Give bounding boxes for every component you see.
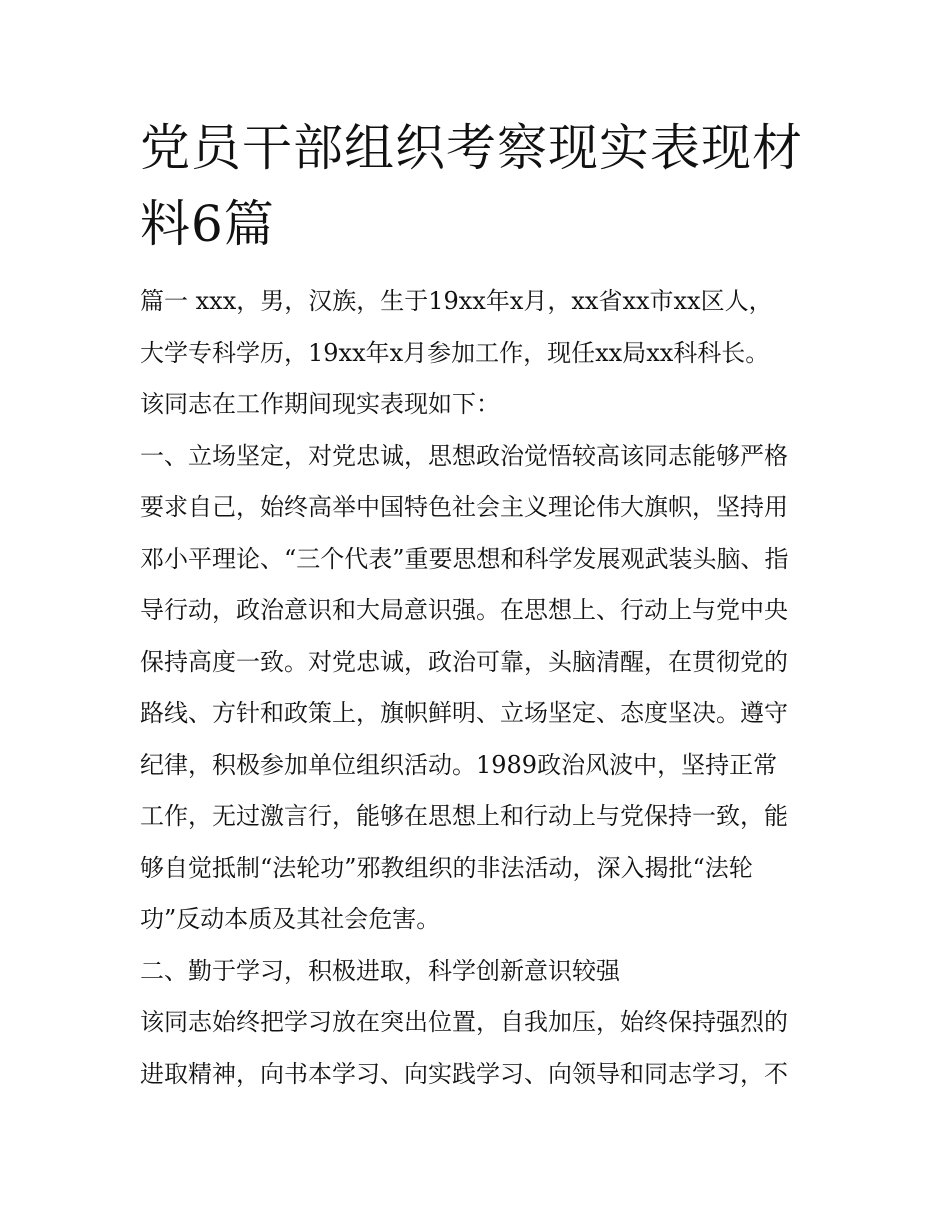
- body-line: 够自觉抵制“法轮功”邪教组织的非法活动，深入揭批“法轮: [140, 853, 753, 882]
- body-line: 篇一 xxx，男，汉族，生于19xx年x月，xx省xx市xx区人，: [140, 287, 773, 315]
- body-line: 导行动，政治意识和大局意识强。在思想上、行动上与党中央: [140, 596, 788, 624]
- body-line: 路线、方针和政策上，旗帜鲜明、立场坚定、态度坚决。遵守: [140, 699, 788, 727]
- body-line: 纪律，积极参加单位组织活动。1989政治风波中，坚持正常: [140, 750, 778, 779]
- body-line: 进取精神，向书本学习、向实践学习、向领导和同志学习，不: [140, 1059, 788, 1088]
- body-line: 该同志在工作期间现实表现如下：: [140, 390, 500, 418]
- body-line: 大学专科学历，19xx年x月参加工作，现任xx局xx科科长。: [140, 338, 770, 367]
- body-line: 该同志始终把学习放在突出位置，自我加压，始终保持强烈的: [140, 1008, 788, 1036]
- document-body: [140, 276, 820, 1100]
- section-heading-2: 二、勤于学习，积极进取，科学创新意识较强: [140, 956, 620, 985]
- body-line: 保持高度一致。对党忠诚，政治可靠，头脑清醒，在贯彻党的: [140, 647, 788, 676]
- body-line: 工作，无过激言行，能够在思想上和行动上与党保持一致，能: [140, 802, 788, 830]
- body-line: 要求自己，始终高举中国特色社会主义理论伟大旗帜，坚持用: [140, 493, 788, 521]
- body-line: 邓小平理论、“三个代表”重要思想和科学发展观武装头脑、指: [140, 544, 789, 573]
- body-line: 功”反动本质及其社会危害。: [140, 905, 441, 933]
- section-heading-1: 一、立场坚定，对党忠诚，思想政治觉悟较高该同志能够严格: [140, 441, 788, 470]
- document-title: 党员干部组织考察现实表现材料6篇: [140, 119, 803, 253]
